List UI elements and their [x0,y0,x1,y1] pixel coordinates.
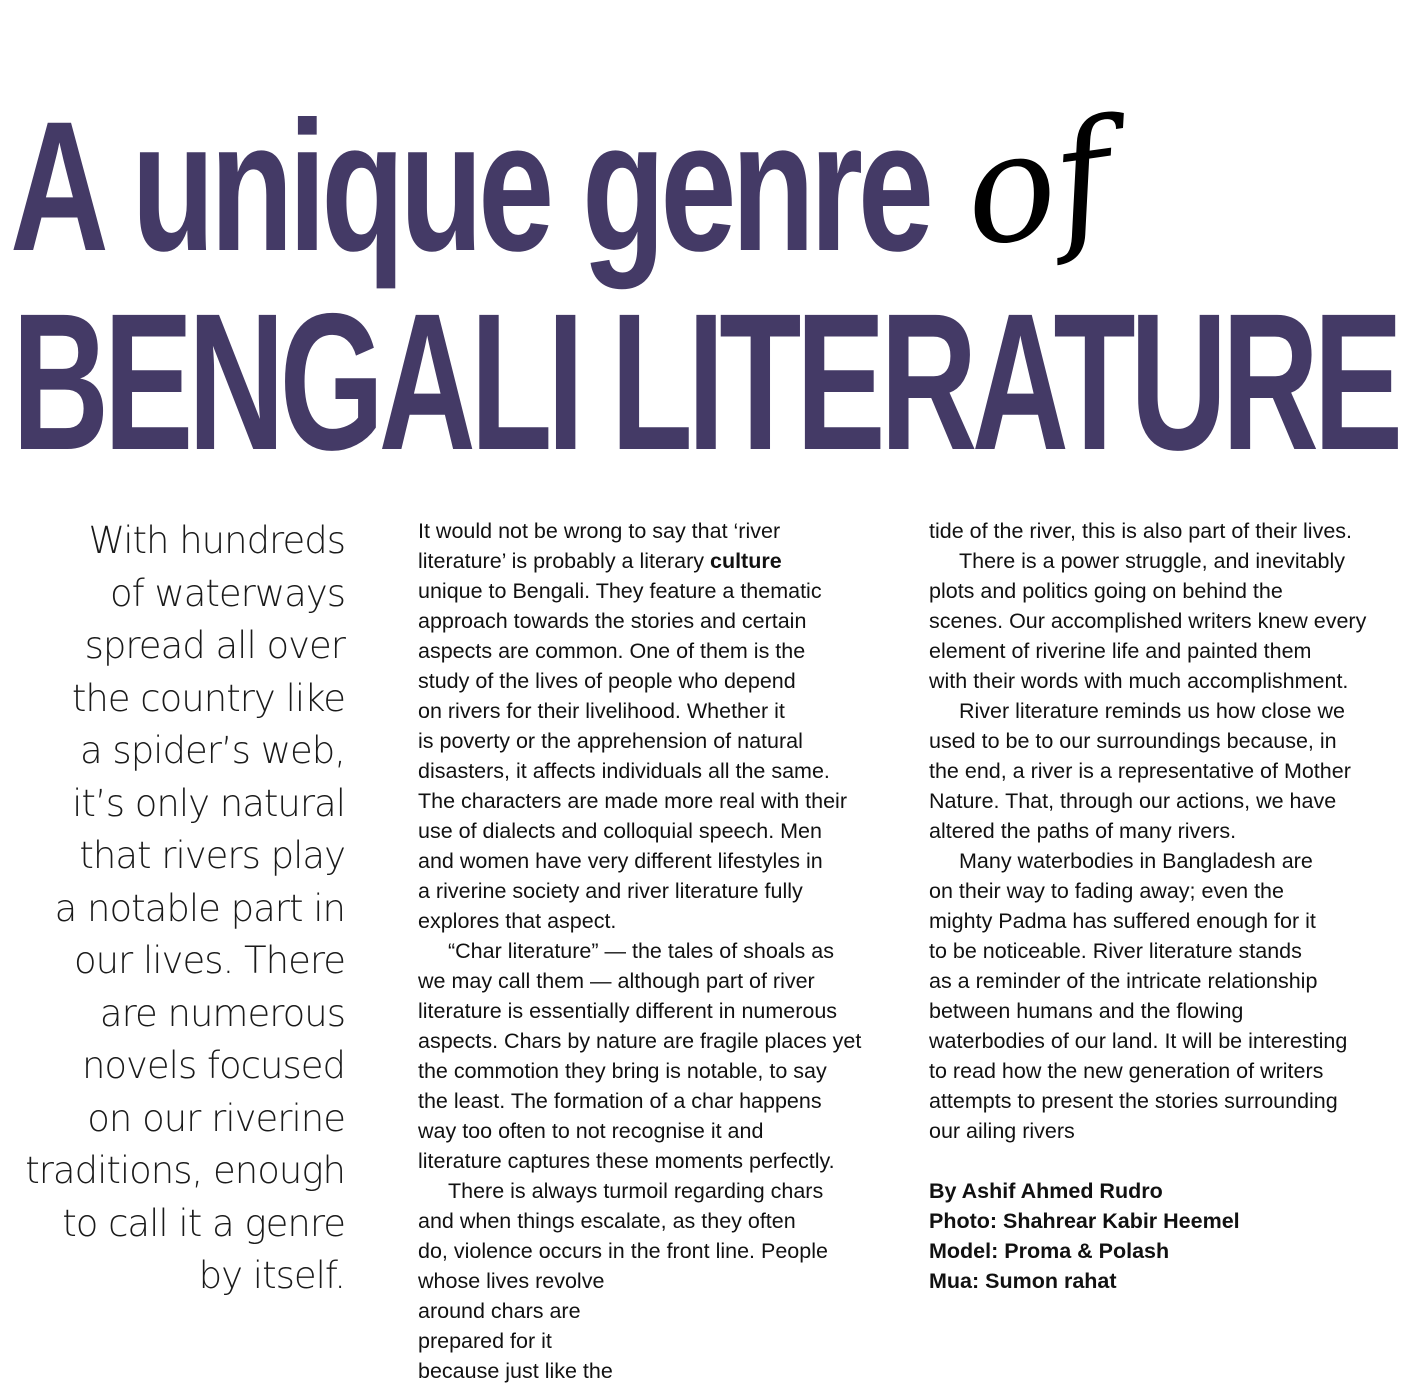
pull-quote-line: a notable part in [54,886,345,930]
article-paragraph [929,696,1409,846]
headline-line-1: A unique genre [10,84,929,290]
text-line: literature is essentially different in numerous [418,999,838,1023]
pull-quote [0,515,345,1303]
text-line: used to be to our surroundings because, in [929,729,1337,753]
model-credit: Model: Proma & Polash [929,1239,1170,1263]
pull-quote-line: traditions, enough [25,1149,345,1192]
text-line: whose lives revolve [418,1269,605,1293]
text-line: It would not be wrong to say that ‘river [418,519,781,543]
text-line: we may call them — although part of river [418,969,815,993]
text-line: as a reminder of the intricate relationship [929,969,1318,993]
pull-quote-line: our lives. There [73,939,345,982]
text-line: aspects. Chars by nature are fragile places yet [418,1029,862,1053]
text-line: and women have very different lifestyles in [418,849,823,873]
text-line: Nature. That, through our actions, we have [929,789,1337,813]
text-line: between humans and the flowing [929,999,1244,1023]
credits-block [929,1176,1409,1296]
text-line: a riverine society and river literature fully [418,879,803,903]
text-line: altered the paths of many rivers. [929,819,1237,843]
text-line: on their way to fading away; even the [929,879,1284,903]
article-paragraph [929,546,1409,696]
text-line: Many waterbodies in Bangladesh are [959,849,1313,873]
article-paragraph [418,936,898,1176]
text-line: aspects are common. One of them is the [418,639,806,663]
article-paragraph [929,516,1409,546]
text-line: the least. The formation of a char happens [418,1089,822,1113]
pull-quote-line: on our riverine [87,1096,345,1140]
pull-quote-line: a spider’s web, [79,729,345,772]
pull-quote-line: the country like [71,676,345,720]
pull-quote-line: it’s only natural [72,781,345,825]
text-line: to read how the new generation of writers [929,1059,1324,1083]
pull-quote-line: of waterways [110,571,345,615]
article-paragraph [418,1176,898,1386]
text-line: is poverty or the apprehension of natural [418,729,803,753]
text-line: unique to Bengali. They feature a thematic [418,579,822,603]
article-column-2 [929,516,1409,1296]
text-line: way too often to not recognise it and [418,1119,764,1143]
text-line: mighty Padma has suffered enough for it [929,909,1316,933]
text-line [418,546,898,576]
text-line: the commotion they bring is notable, to say [418,1059,827,1083]
pull-quote-line: that rivers play [79,834,345,877]
article-paragraph [418,516,898,936]
text-run: literature’ is probably a literary [418,549,704,573]
author-credit: By Ashif Ahmed Rudro [929,1179,1163,1203]
text-line: and when things escalate, as they often [418,1209,796,1233]
photo-credit: Photo: Shahrear Kabir Heemel [929,1209,1240,1233]
text-line: tide of the river, this is also part of their lives. [929,519,1353,543]
text-line: River literature reminds us how close we [959,699,1345,723]
pull-quote-line: spread all over [84,624,345,667]
headline-line-2: BENGALI LITERATURE [12,273,1398,491]
text-line: with their words with much accomplishment. [929,669,1349,693]
text-line: approach towards the stories and certain [418,609,807,633]
text-line: the end, a river is a representative of Mother [929,759,1351,783]
text-line: attempts to present the stories surrounding [929,1089,1338,1113]
text-line: element of riverine life and painted them [929,639,1312,663]
text-line: our ailing rivers [929,1119,1075,1143]
text-line: The characters are made more real with their [418,789,847,813]
text-line: do, violence occurs in the front line. People [418,1239,828,1263]
text-line: There is always turmoil regarding chars [448,1179,824,1203]
text-line: literature captures these moments perfectly. [418,1149,835,1173]
text-line: around chars are [418,1299,581,1323]
pull-quote-line: novels focused [81,1044,345,1087]
bold-word: culture [709,549,782,573]
text-line: use of dialects and colloquial speech. Men [418,819,822,843]
text-line: on rivers for their livelihood. Whether it [418,699,785,723]
text-line: “Char literature” — the tales of shoals as [448,939,834,963]
text-line: explores that aspect. [418,909,617,933]
text-line: to be noticeable. River literature stands [929,939,1302,963]
pull-quote-line: to call it a genre [62,1201,345,1245]
text-line: study of the lives of people who depend [418,669,796,693]
text-line: plots and politics going on behind the [929,579,1283,603]
pull-quote-line: by itself. [198,1254,345,1297]
mua-credit: Mua: Sumon rahat [929,1269,1117,1293]
text-line: scenes. Our accomplished writers knew every [929,609,1367,633]
article-paragraph [929,846,1409,1146]
article-column-1 [418,516,898,1386]
text-line: disasters, it affects individuals all the same. [418,759,830,783]
text-line: waterbodies of our land. It will be interesting [929,1029,1348,1053]
headline-script-of: of [953,88,1123,282]
text-line: because just like the [418,1359,613,1383]
pull-quote-line: are numerous [99,991,345,1035]
pull-quote-line: With hundreds [88,519,345,562]
text-line: prepared for it [418,1329,552,1353]
text-line: There is a power struggle, and inevitably [959,549,1346,573]
